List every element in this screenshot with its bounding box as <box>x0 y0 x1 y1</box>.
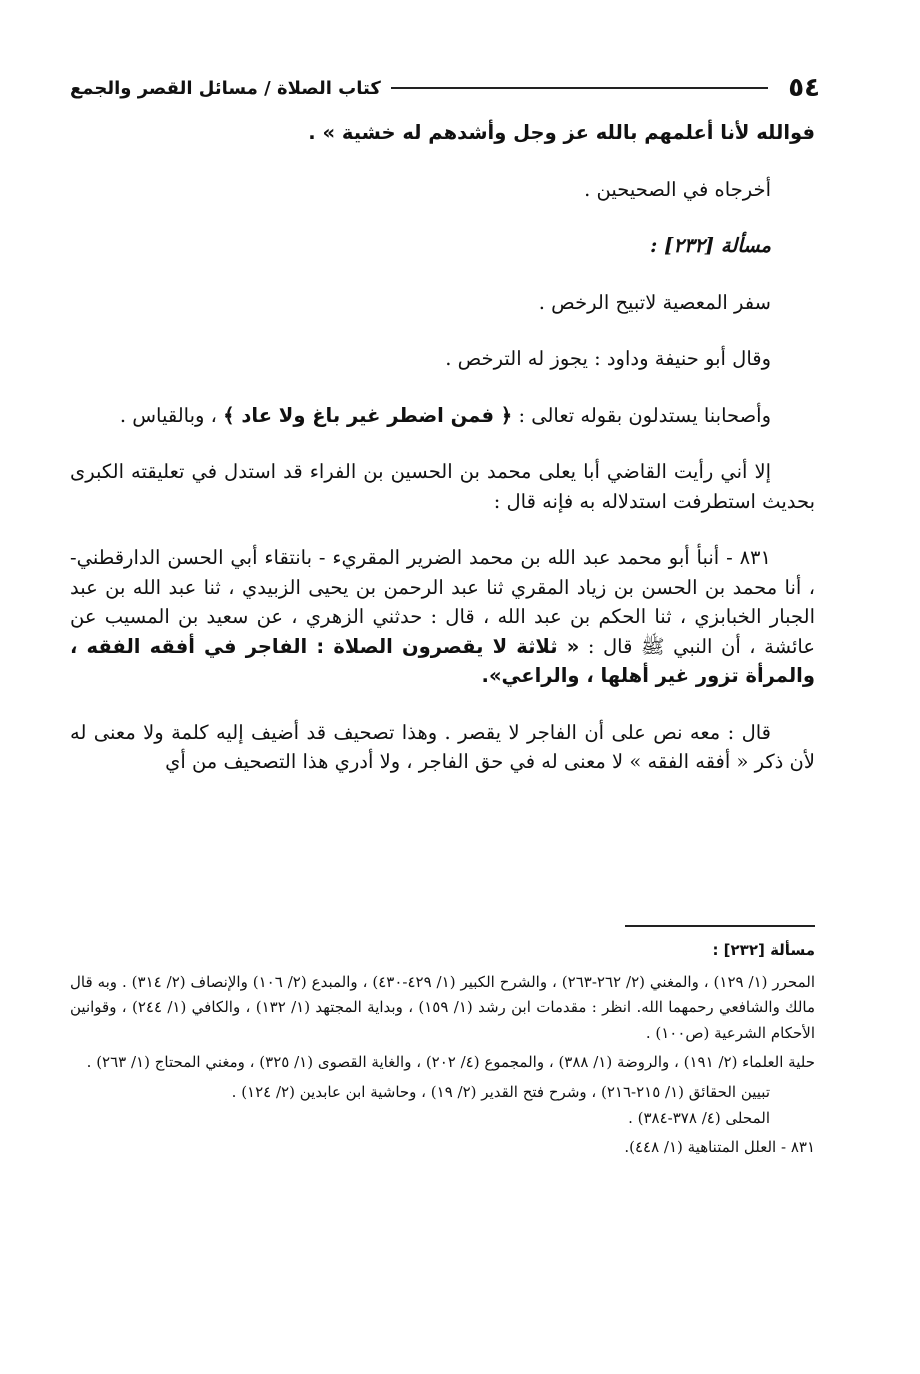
paragraph-isnad <box>70 543 815 691</box>
footnotes <box>70 938 815 1165</box>
footnote-heading: مسألة [٢٣٢] : <box>712 941 815 959</box>
page-header <box>70 70 820 106</box>
main-text <box>70 118 815 804</box>
paragraph-comment: قال : معه نص على أن الفاجر لا يقصر . وهذا تصحيف قد أضيف إليه كلمة ولا معنى له لأن ذكر « أفقه الفقه » لا معنى له في حق الفاجر ، ولا أدري هذا التصحيف من أي <box>70 720 815 773</box>
running-title: كتاب الصلاة / مسائل القصر والجمع <box>70 77 381 99</box>
footnote-hadith-source: ٨٣١ - العلل المتناهية (١/ ٤٤٨). <box>624 1138 815 1157</box>
footnote-hanafi-sources: تبيين الحقائق (١/ ٢١٥-٢١٦) ، وشرح فتح القدير (٢/ ١٩) ، وحاشية ابن عابدين (٢/ ١٢٤) . <box>231 1082 770 1101</box>
paragraph-qadi: إلا أني رأيت القاضي أبا يعلى محمد بن الحسين بن الفراء قد استدل في تعليقته الكبرى بحديث استطرفت استدلاله به فإنه قال : <box>70 460 815 513</box>
hadith-text: « ثلاثة لا يقصرون الصلاة : الفاجر في أفقه الفقه ، والمرأة تزور غير أهلها ، والراعي». <box>70 634 815 687</box>
paragraph-ruling: سفر المعصية لاتبيح الرخص . <box>538 290 771 314</box>
footnote-shafii-sources: حلية العلماء (٢/ ١٩١) ، والروضة (١/ ٣٨٨) ، والمجموع (٤/ ٢٠٢) ، والغاية القصوى (١/ ٣٢٥) ، ومغني المحتاج (١/ ٢٦٣) . <box>86 1053 815 1072</box>
evidence-intro: وأصحابنا يستدلون بقوله تعالى : <box>512 403 771 427</box>
paragraph-evidence <box>70 401 815 431</box>
page-number: ٥٤ <box>788 73 820 103</box>
paragraph-hadith-end: فوالله لأنا أعلمهم بالله عز وجل وأشدهم له خشية » . <box>308 121 815 144</box>
quran-verse: ﴿ فمن اضطر غير باغ ولا عاد ﴾ <box>223 403 513 427</box>
evidence-tail: ، وبالقياس . <box>119 403 224 427</box>
paragraph-opposing-view: وقال أبو حنيفة وداود : يجوز له الترخص . <box>445 347 771 370</box>
header-rule <box>391 87 768 89</box>
isnad-text: ٨٣١ - أنبأ أبو محمد عبد الله بن محمد الضرير المقريء - بانتقاء أبي الحسن الدارقطني- ، أنا محمد بن الحسن بن زياد المقري ثنا عبد الرحمن بن يحيى الزبيدي ، ثنا عبد الله بن عبد الجبار الخبابزي ، ثنا الحكم بن عبد الله ، قال : حدثني الزهري ، عن سعيد بن المسيب عن عائشة ، أن النبي ﷺ قال : <box>70 546 815 658</box>
masala-title: مسألة [٢٣٢] : <box>650 234 771 257</box>
footnote-hanbali-sources: المحرر (١/ ١٢٩) ، والمغني (٢/ ٢٦٢-٢٦٣) ، والشرح الكبير (١/ ٤٢٩-٤٣٠) ، والمبدع (٢/ ١٠٦) والإنصاف (٢/ ٣١٤) . وبه قال مالك والشافعي رحمهما الله. انظر : مقدمات ابن رشد (١/ ١٥٩) ، وبداية المجتهد (١/ ١٣٢) ، والكافي (١/ ٢٤٤) ، وقوانين الأحكام الشرعية (ص١٠٠) . <box>70 972 816 1042</box>
footnote-separator <box>625 925 815 927</box>
footnote-zahiri-sources: المحلى (٤/ ٣٧٨-٣٨٤) . <box>628 1108 770 1127</box>
paragraph-takhrij: أخرجاه في الصحيحين . <box>584 177 771 201</box>
